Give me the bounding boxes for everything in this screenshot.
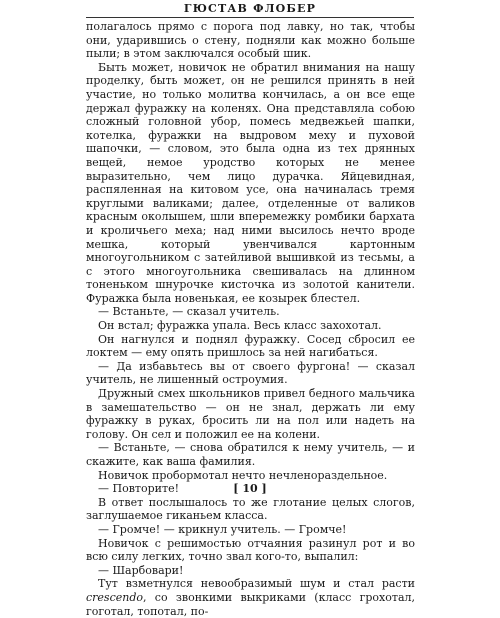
paragraph-3: — Встаньте, — сказал учитель. (98, 305, 280, 319)
paragraph-15: Тут взметнулся невообразимый шум и стал расти crescendo, со звонкими выкриками (класс грохотал, гоготал, топотал, по- (86, 577, 415, 618)
paragraph-13: Новичок с решимостью отчаяния разинул рот и во всю силу легких, точно звал кого-то, выпалил: (86, 536, 415, 564)
paragraph-8: — Встаньте, — снова обратился к нему учитель, — и скажите, как ваша фамилия. (86, 441, 415, 468)
paragraph-9: Новичок пробормотал нечто нечленораздельное. (98, 468, 388, 482)
paragraph-12: — Громче! — крикнул учитель. — Громче! (98, 522, 347, 536)
paragraph-1: полагалось прямо с порога под лавку, но так, чтобы они, ударившись о стену, подняли как можно больше пыли; в этом заключался особый шик. (86, 20, 415, 61)
paragraph-14: — Шарбовари! (98, 563, 184, 577)
paragraph-7: Дружный смех школьников привел бедного мальчика в замешательство — он не знал, держать ли ему фуражку в руках, бросить ли на пол или надеть на голову. Он сел и положил ее на колени. (86, 387, 415, 441)
paragraph-11: В ответ послышалось то же глотание целых слогов, заглушаемое гиканьем класса. (86, 495, 415, 523)
header-rule (86, 17, 414, 18)
page-number: [ 10 ] (233, 482, 267, 495)
paragraph-10: — Повторите! (98, 482, 180, 496)
paragraph-6: — Да избавьтесь вы от своего фургона! — сказал учитель, не лишенный остроумия. (86, 359, 415, 387)
paragraph-5: Он нагнулся и поднял фуражку. Сосед сбросил ее локтем — ему опять пришлось за ней нагибаться. (86, 332, 415, 360)
running-header: ГЮСТАВ ФЛОБЕР (183, 2, 317, 15)
paragraph-2: Быть может, новичок не обратил внимания на нашу проделку, быть может, он не решился принять в ней участие, но только молитва кончилась, а он все еще держал фуражку на коленях. Она представляла собою сложный головной убор, помесь медвежьей шапки, котелка, фуражки на выдровом меху и пуховой шапочки, — словом, это была одна из тех дрянных вещей, немое уродство которых не менее выразительно, чем лицо дурачка. Яйцевидная, распяленная на китовом усе, она начиналась тремя круглыми валиками; далее, отделенные от валиков красным околышем, шли вперемежку ромбики бархата и кроличьего меха; над ними высилось нечто вроде мешка, который увенчивался картонным многоугольником с затейливой вышивкой из тесьмы, а с этого многоугольника свешивалась на длинном тоненьком шнурочке кисточка из золотой канители. Фуражка была новенькая, ее козырек блестел. (86, 60, 415, 305)
italic-term: crescendo (86, 590, 143, 604)
paragraph-4: Он встал; фуражка упала. Весь класс захохотал. (98, 319, 382, 333)
